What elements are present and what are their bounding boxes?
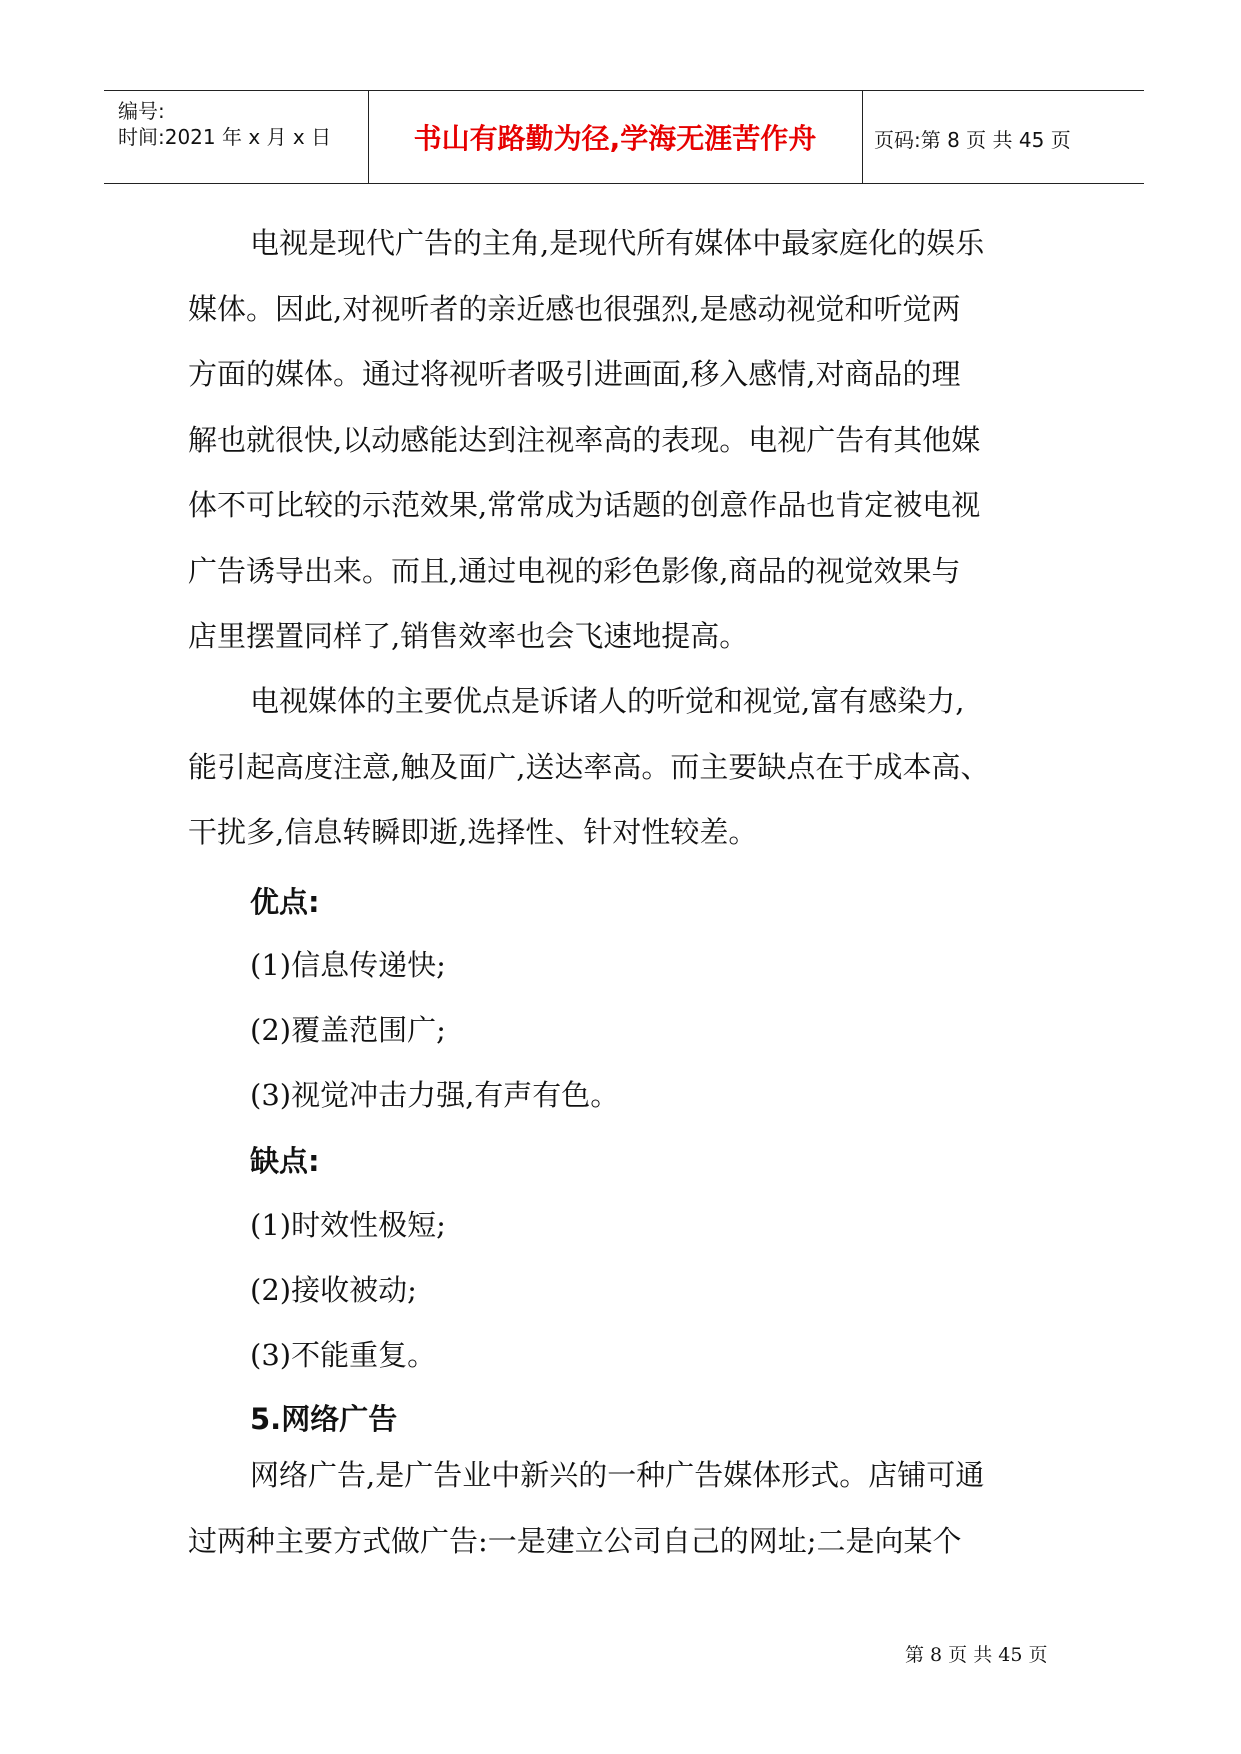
page-header [104, 90, 1144, 184]
header-page-number: 页码:第 8 页 共 45 页 [874, 128, 1071, 152]
paragraph-line: 媒体。因此,对视听者的亲近感也很强烈,是感动视觉和听觉两 [188, 291, 961, 326]
paragraph-line: 电视媒体的主要优点是诉诸人的听觉和视觉,富有感染力, [250, 684, 965, 718]
paragraph-line: 体不可比较的示范效果,常常成为话题的创意作品也肯定被电视 [188, 488, 981, 522]
header-motto-cell [368, 91, 863, 183]
paragraph-tv-pros-cons [188, 669, 1068, 866]
paragraph-line: 过两种主要方式做广告:一是建立公司自己的网址;二是向某个 [188, 1523, 962, 1558]
paragraph-line: 店里摆置同样了,销售效率也会飞速地提高。 [188, 619, 749, 653]
document-number-label: 编号: [118, 99, 165, 123]
advantage-item: (3)视觉冲击力强,有声有色。 [250, 1078, 620, 1112]
advantage-item: (1)信息传递快; [250, 948, 446, 982]
document-date-label: 时间:2021 年 x 月 x 日 [118, 125, 332, 149]
advantages-heading: 优点: [250, 885, 320, 919]
section-heading-online-ads: 5.网络广告 [250, 1402, 398, 1436]
paragraph-line: 解也就很快,以动感能达到注视率高的表现。电视广告有其他媒 [188, 422, 981, 457]
disadvantages-heading: 缺点: [250, 1144, 320, 1178]
paragraph-line: 网络广告,是广告业中新兴的一种广告媒体形式。店铺可通 [250, 1458, 985, 1492]
header-info-cell [104, 91, 369, 183]
page-footer-number: 第 8 页 共 45 页 [905, 1644, 1048, 1666]
paragraph-line: 电视是现代广告的主角,是现代所有媒体中最家庭化的娱乐 [250, 226, 985, 260]
disadvantage-item: (1)时效性极短; [250, 1208, 446, 1242]
paragraph-line: 广告诱导出来。而且,通过电视的彩色影像,商品的视觉效果与 [188, 553, 961, 588]
paragraph-line: 干扰多,信息转瞬即逝,选择性、针对性较差。 [188, 815, 758, 849]
paragraph-tv-intro [188, 211, 1068, 670]
header-page-cell [862, 91, 1144, 183]
paragraph-line: 方面的媒体。通过将视听者吸引进画面,移入感情,对商品的理 [188, 357, 961, 391]
advantage-item: (2)覆盖范围广; [250, 1013, 446, 1047]
paragraph-line: 能引起高度注意,触及面广,送达率高。而主要缺点在于成本高、 [188, 749, 990, 784]
disadvantage-item: (2)接收被动; [250, 1273, 417, 1307]
header-motto: 书山有路勤为径,学海无涯苦作舟 [413, 122, 817, 155]
disadvantage-item: (3)不能重复。 [250, 1338, 437, 1372]
paragraph-online-ads [188, 1443, 1068, 1574]
